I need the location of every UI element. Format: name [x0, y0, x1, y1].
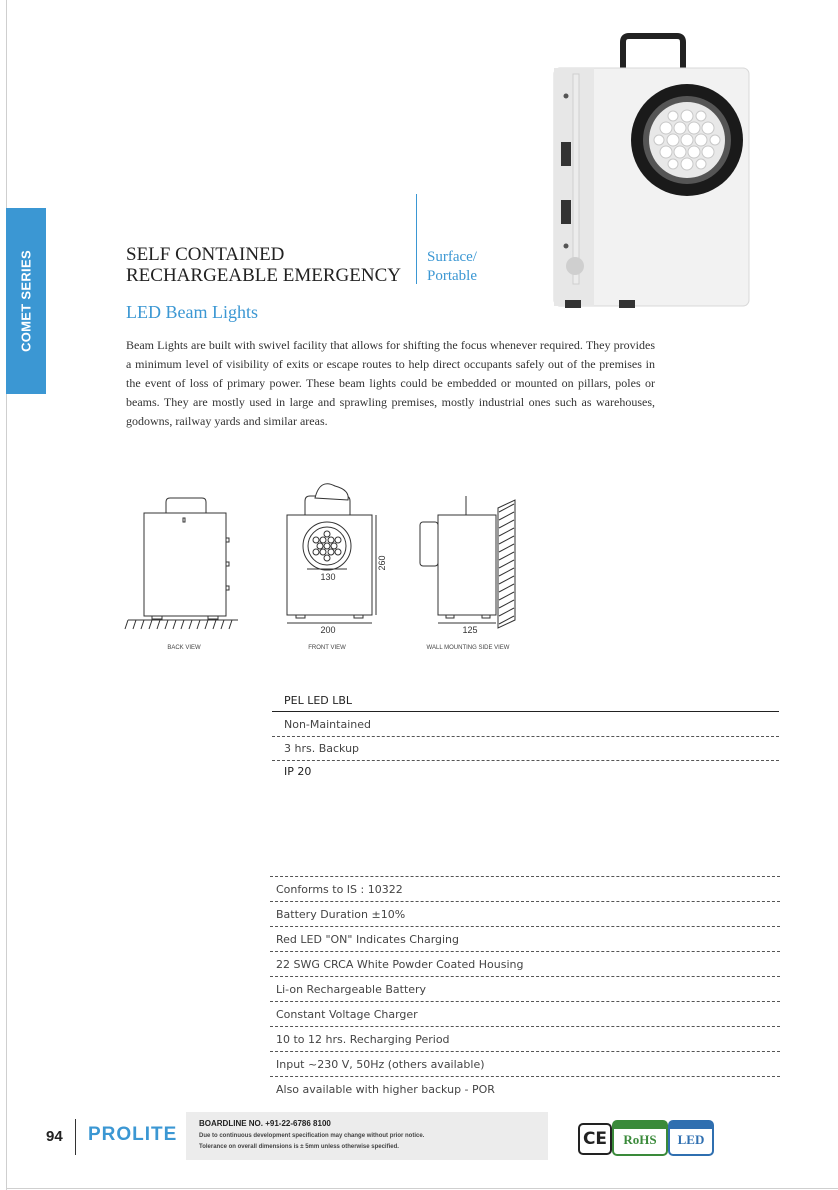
series-tab-label: COMET SERIES — [18, 250, 34, 352]
feature-item — [270, 951, 780, 977]
boardline-number: BOARDLINE NO. +91-22-6786 8100 — [199, 1119, 331, 1128]
dimension-width: 200 — [320, 625, 336, 635]
spec-row-text: IP 20 — [284, 765, 312, 778]
dimension-depth: 125 — [462, 625, 478, 635]
dimension-lens: 130 — [320, 572, 336, 582]
feature-text: Also available with higher backup - POR — [276, 1083, 495, 1096]
spec-model: PEL LED LBL — [284, 694, 353, 707]
footer-note-specification: Due to continuous development specification may change without prior notice. — [199, 1133, 425, 1139]
page-number-divider — [75, 1119, 76, 1155]
mounting-line-1: Surface/ — [427, 249, 477, 265]
mounting-line-2: Portable — [427, 268, 477, 284]
led-badge-icon — [668, 1120, 714, 1156]
feature-item — [270, 1076, 780, 1101]
page-border-bottom — [6, 1188, 838, 1189]
back-view-label: BACK VIEW — [167, 645, 201, 651]
led-badge-label: LED — [677, 1132, 705, 1147]
feature-text: Conforms to IS : 10322 — [276, 883, 403, 896]
feature-text: Constant Voltage Charger — [276, 1008, 418, 1021]
feature-text: Input ~230 V, 50Hz (others available) — [276, 1058, 485, 1071]
product-description: Beam Lights are built with swivel facility that allows for shifting the focus whenever required. They provides a minimum level of visibility of exits or escape routes to help direct occupants safely out of the premises in the event of loss of primary power. These beam lights could be embedded or mounted on pillars, poles or beams. They are mostly used in large and sprawling premises, mostly industrial ones such as warehouses, godowns, railway yards and similar areas. — [126, 338, 655, 428]
feature-text: Battery Duration ±10% — [276, 908, 406, 921]
side-view-label: WALL MOUNTING SIDE VIEW — [426, 645, 510, 651]
feature-item — [270, 1026, 780, 1052]
front-view-drawing — [287, 484, 376, 623]
feature-item — [270, 1001, 780, 1027]
feature-text: Li-on Rechargeable Battery — [276, 983, 427, 996]
page-border-left — [6, 0, 7, 1190]
product-photo — [545, 30, 760, 310]
brand-logo: PROLITE — [88, 1124, 178, 1145]
feature-item — [270, 901, 780, 927]
spec-row — [272, 760, 779, 783]
spec-row-text: 3 hrs. Backup — [284, 742, 360, 755]
feature-item — [270, 1051, 780, 1077]
rohs-badge-icon — [612, 1120, 668, 1156]
spec-row — [272, 737, 779, 761]
rohs-badge-label: RoHS — [623, 1132, 657, 1147]
technical-drawings — [120, 470, 530, 645]
product-title-line-1: SELF CONTAINED — [126, 244, 285, 265]
feature-text: 10 to 12 hrs. Recharging Period — [276, 1033, 450, 1046]
feature-item — [270, 976, 780, 1002]
dimension-height: 260 — [377, 555, 387, 571]
footer-note-tolerance: Tolerance on overall dimensions is ± 5mm unless otherwise specified. — [199, 1144, 399, 1150]
feature-text: Red LED "ON" Indicates Charging — [276, 933, 460, 946]
series-side-tab — [6, 208, 46, 394]
front-view-label: FRONT VIEW — [308, 645, 346, 651]
page-number: 94 — [46, 1128, 63, 1145]
product-title — [126, 244, 401, 286]
feature-item — [270, 926, 780, 952]
product-subtitle: LED Beam Lights — [126, 302, 258, 322]
side-view-drawing — [420, 496, 515, 628]
mounting-type — [427, 248, 477, 286]
spec-header-rule — [272, 711, 779, 712]
spec-row-text: Non-Maintained — [284, 718, 371, 731]
feature-item — [270, 876, 780, 902]
feature-text: 22 SWG CRCA White Powder Coated Housing — [276, 958, 524, 971]
title-divider — [416, 194, 417, 284]
spec-row — [272, 713, 779, 737]
ce-mark-icon: CE — [578, 1123, 612, 1155]
product-title-line-2: RECHARGEABLE EMERGENCY — [126, 265, 401, 286]
back-view-drawing — [125, 498, 238, 629]
